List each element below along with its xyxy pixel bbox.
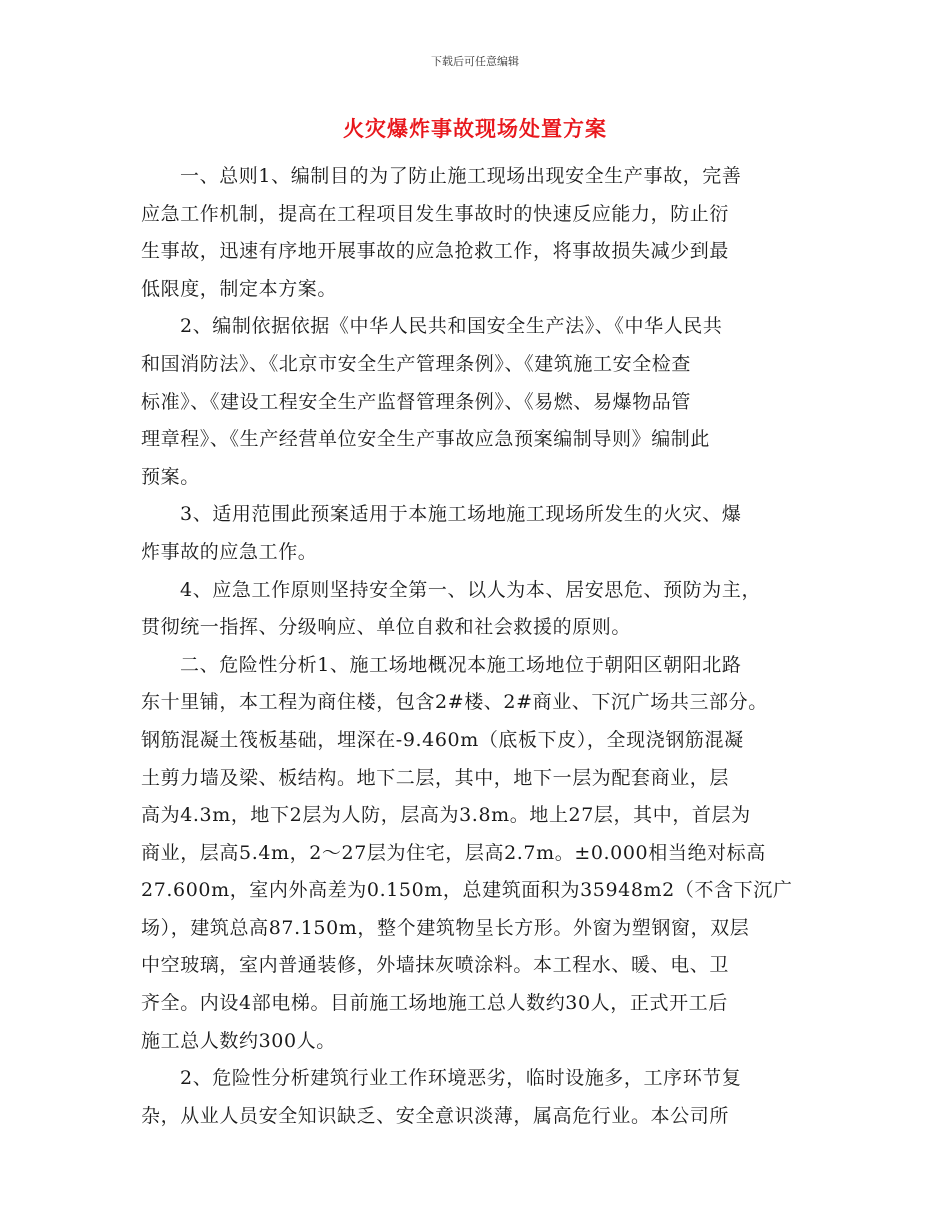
paragraph-line: 东十里铺，本工程为商住楼，包含2#楼、2#商业、下沉广场共三部分。 bbox=[141, 691, 768, 714]
paragraph-line: 钢筋混凝土筏板基础，埋深在-9.460m（底板下皮），全现浇钢筋混凝 bbox=[141, 728, 744, 751]
paragraph-line: 2、危险性分析建筑行业工作环境恶劣，临时设施多，工序环节复 bbox=[180, 1067, 742, 1090]
paragraph-line: 中空玻璃，室内普通装修，外墙抹灰喷涂料。本工程水、暖、电、卫 bbox=[141, 954, 730, 977]
paragraph-line: 场），建筑总高87.150m，整个建筑物呈长方形。外窗为塑钢窗，双层 bbox=[141, 916, 750, 939]
paragraph-line: 预案。 bbox=[141, 465, 200, 488]
paragraph-line: 3、适用范围此预案适用于本施工场地施工现场所发生的火灾、爆 bbox=[180, 503, 742, 526]
paragraph-line: 4、应急工作原则坚持安全第一、以人为本、居安思危、预防为主， bbox=[180, 578, 762, 601]
paragraph-line: 生事故，迅速有序地开展事故的应急抢救工作，将事故损失减少到最 bbox=[141, 240, 730, 263]
document-title: 火灾爆炸事故现场处置方案 bbox=[343, 117, 607, 141]
paragraph-line: 二、危险性分析1、施工场地概况本施工场地位于朝阳区朝阳北路 bbox=[180, 653, 742, 676]
paragraph-line: 低限度，制定本方案。 bbox=[141, 277, 338, 300]
page-header-note: 下载后可任意编辑 bbox=[431, 55, 519, 68]
paragraph-line: 炸事故的应急工作。 bbox=[141, 540, 318, 563]
document-body bbox=[141, 158, 841, 1135]
paragraph-line: 杂，从业人员安全知识缺乏、安全意识淡薄，属高危行业。本公司所 bbox=[141, 1104, 730, 1127]
paragraph-line: 和国消防法》、《北京市安全生产管理条例》、《建筑施工安全检查 bbox=[141, 352, 692, 375]
paragraph-line: 一、总则1、编制目的为了防止施工现场出现安全生产事故，完善 bbox=[180, 165, 742, 187]
paragraph-line: 高为4.3m，地下2层为人防，层高为3.8m。地上27层，其中，首层为 bbox=[141, 804, 751, 827]
paragraph-line: 2、编制依据依据《中华人民共和国安全生产法》、《中华人民共 bbox=[180, 315, 723, 338]
paragraph-line: 土剪力墙及梁、板结构。地下二层，其中，地下一层为配套商业，层 bbox=[141, 766, 730, 789]
paragraph-line: 商业，层高5.4m，2～27层为住宅，层高2.7m。±0.000相当绝对标高 bbox=[141, 841, 766, 864]
paragraph-line: 理章程》、《生产经营单位安全生产事故应急预案编制导则》编制此 bbox=[141, 428, 711, 451]
paragraph-line: 贯彻统一指挥、分级响应、单位自救和社会救援的原则。 bbox=[141, 616, 632, 639]
paragraph-line: 标准》、《建设工程安全生产监督管理条例》、《易燃、易爆物品管 bbox=[141, 390, 692, 413]
paragraph-line: 应急工作机制，提高在工程项目发生事故时的快速反应能力，防止衍 bbox=[141, 202, 730, 225]
paragraph-line: 施工总人数约300人。 bbox=[141, 1029, 336, 1052]
paragraph-line: 齐全。内设4部电梯。目前施工场地施工总人数约30人，正式开工后 bbox=[141, 992, 728, 1015]
paragraph-line: 27.600m，室内外高差为0.150m，总建筑面积为35948m2（不含下沉广 bbox=[141, 879, 793, 902]
